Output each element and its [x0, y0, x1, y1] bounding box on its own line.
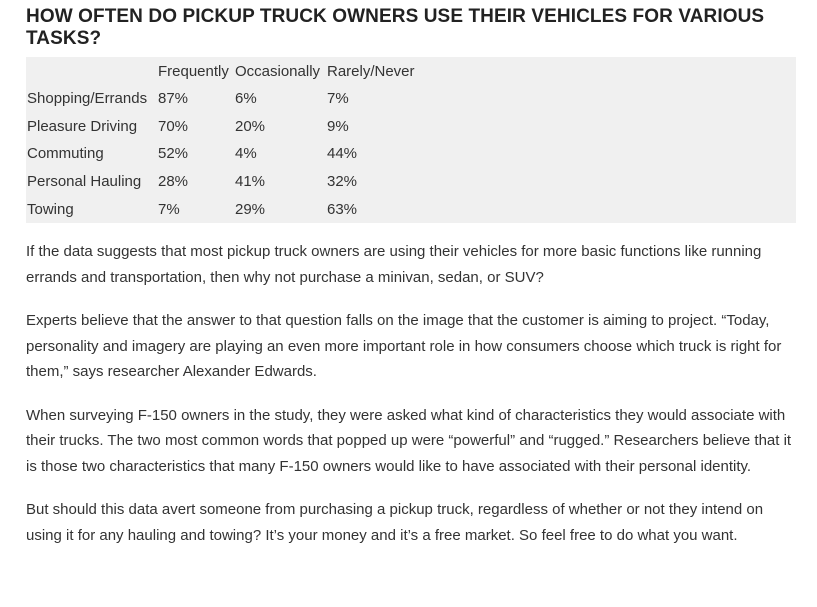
table-row	[26, 85, 427, 113]
article-body	[26, 239, 796, 566]
table-row	[26, 113, 427, 141]
frequently-value: 52%	[158, 145, 189, 163]
table-row	[26, 168, 427, 196]
occasionally-value: 4%	[235, 145, 257, 163]
rarely-never-value: 63%	[327, 200, 358, 218]
column-header-rarely-never: Rarely/Never	[327, 62, 415, 80]
paragraph: Experts believe that the answer to that question falls on the image that the customer is aiming to project. “Today, personality and imagery are playing an even more important role in how consumers choose which truck is right for them,” says researcher Alexander Edwards.	[26, 312, 782, 380]
task-label: Commuting	[27, 145, 104, 163]
frequently-value: 7%	[158, 200, 180, 218]
article-heading: HOW OFTEN DO PICKUP TRUCK OWNERS USE THEIR VEHICLES FOR VARIOUS TASKS?	[26, 6, 765, 49]
rarely-never-value: 7%	[327, 90, 349, 108]
task-label: Towing	[27, 200, 74, 218]
frequently-value: 87%	[158, 90, 189, 108]
paragraph: But should this data avert someone from purchasing a pickup truck, regardless of whether or not they intend on using it for any hauling and towing? It’s your money and it’s a free market. So feel free to do what you want.	[26, 501, 764, 544]
rarely-never-value: 9%	[327, 117, 349, 135]
paragraph: If the data suggests that most pickup truck owners are using their vehicles for more basic functions like running errands and transportation, then why not purchase a minivan, sedan, or SUV?	[26, 243, 762, 286]
usage-table-container	[26, 57, 796, 223]
column-header-task	[26, 57, 158, 85]
paragraph: When surveying F-150 owners in the study, they were asked what kind of characteristics they would associate with their trucks. The two most common words that popped up were “powerful” and “rugged.” Researchers believe that it is those two characteristics that many F-150 owners would like to have associated with their personal identity.	[26, 406, 792, 475]
table-row	[26, 140, 427, 168]
occasionally-value: 41%	[235, 173, 266, 191]
table-header-row	[26, 57, 427, 85]
frequently-value: 28%	[158, 173, 189, 191]
rarely-never-value: 44%	[327, 145, 358, 163]
table-row	[26, 195, 427, 223]
task-label: Shopping/Errands	[27, 90, 148, 108]
occasionally-value: 6%	[235, 90, 257, 108]
task-label: Pleasure Driving	[27, 117, 138, 135]
column-header-frequently: Frequently	[158, 62, 229, 80]
occasionally-value: 20%	[235, 117, 266, 135]
task-label: Personal Hauling	[27, 173, 142, 191]
usage-table	[26, 57, 427, 223]
frequently-value: 70%	[158, 117, 189, 135]
column-header-occasionally: Occasionally	[235, 62, 321, 80]
rarely-never-value: 32%	[327, 173, 358, 191]
occasionally-value: 29%	[235, 200, 266, 218]
